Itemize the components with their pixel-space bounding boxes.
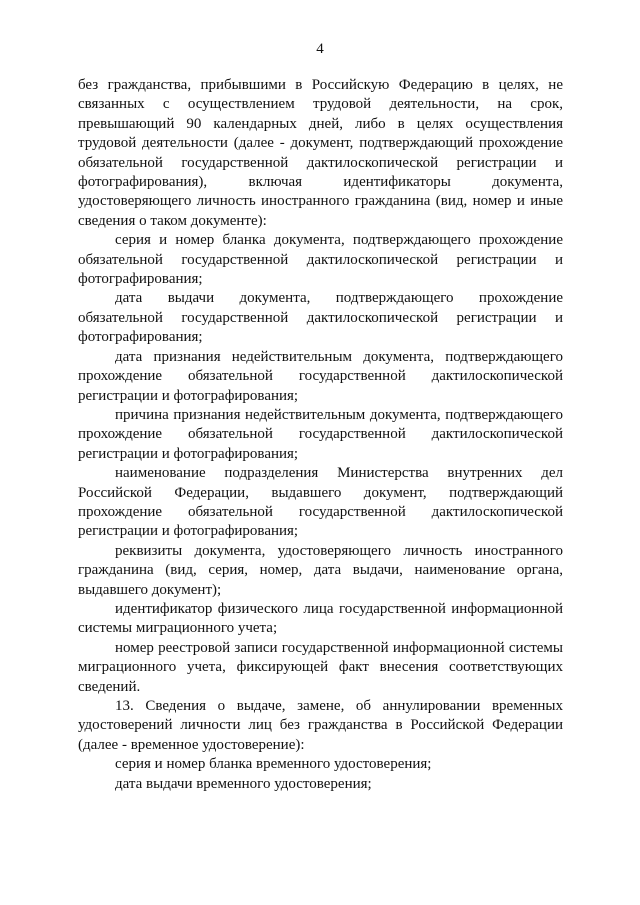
paragraph-invalidation-date: дата признания недействительным документа, подтверждающего прохождение обязательной государственной дактилоскопической регистрации и фотографирования; [78, 348, 563, 404]
paragraph-issue-date: дата выдачи документа, подтверждающего прохождение обязательной государственной дактилоскопической регистрации и фотографирования; [78, 290, 563, 346]
page-number: 4 [316, 41, 324, 57]
paragraph-issuing-unit: наименование подразделения Министерства внутренних дел Российской Федерации, выдавшего документ, подтверждающий прохождение обязательной государственной дактилоскопической регистрации и фотографирования; [78, 465, 563, 540]
paragraph-registry-record: номер реестровой записи государственной информационной системы миграционного учета, фиксирующей факт внесения соответствующих сведений. [78, 639, 563, 695]
paragraph-identity-document: реквизиты документа, удостоверяющего личность иностранного гражданина (вид, серия, номер, дата выдачи, наименование органа, выдавшего документ); [78, 542, 563, 598]
paragraph-temp-id-series: серия и номер бланка временного удостоверения; [115, 756, 432, 773]
paragraph-temp-id-date: дата выдачи временного удостоверения; [115, 775, 372, 792]
paragraph-continuation: без гражданства, прибывшими в Российскую Федерацию в целях, не связанных с осуществлением трудовой деятельности, на срок, превышающий 90 календарных дней, либо в целях осуществления трудовой деятельности (далее - документ, подтверждающий прохождение обязательной государственной дактилоскопической регистрации и фотографирования), включая идентификаторы документа, удостоверяющего личность иностранного гражданина (вид, номер и иные сведения о таком документе): [78, 77, 563, 229]
paragraph-series-number: серия и номер бланка документа, подтверждающего прохождение обязательной государственной дактилоскопической регистрации и фотографирования; [78, 232, 563, 288]
paragraph-person-identifier: идентификатор физического лица государственной информационной системы миграционного учета; [78, 600, 563, 637]
paragraph-section-13: 13. Сведения о выдаче, замене, об аннулировании временных удостоверений личности лиц без гражданства в Российской Федерации (далее - временное удостоверение): [78, 698, 563, 753]
paragraph-invalidation-reason: причина признания недействительным документа, подтверждающего прохождение обязательной государственной дактилоскопической регистрации и фотографирования; [78, 406, 563, 462]
document-body [78, 76, 563, 794]
